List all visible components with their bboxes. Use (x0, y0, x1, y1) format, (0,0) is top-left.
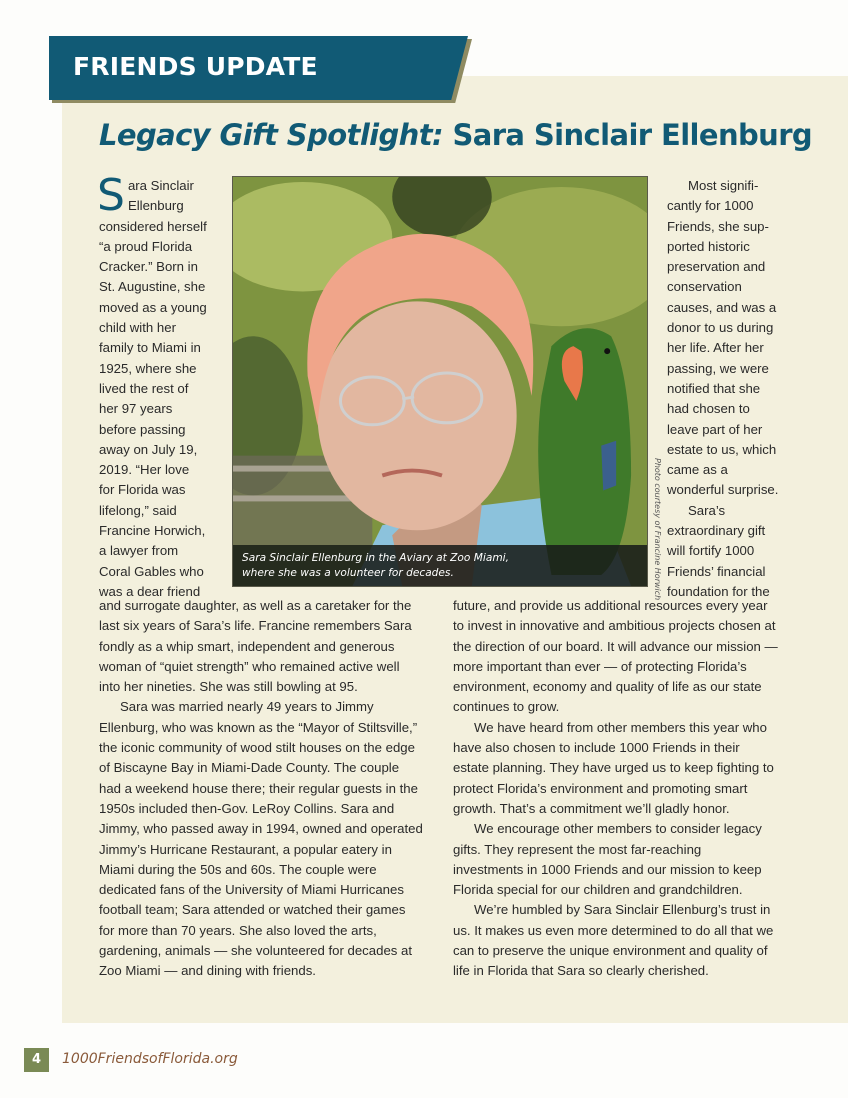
text-line: can to preserve the unique environment and quality of (453, 943, 768, 959)
photo-credit: Photo courtesy of Francine Horwich (653, 458, 662, 601)
glasses-bridge (402, 397, 414, 399)
text-line: Sara’s (688, 502, 726, 518)
text-line: Miami during the 50s and 60s. The couple were (99, 861, 377, 877)
parrot-body (538, 328, 631, 575)
text-line: 1925, where she (99, 360, 197, 376)
text-line: continues to grow. (453, 699, 560, 715)
text-line: protect Florida’s environment and promoting smart (453, 780, 748, 796)
text-line: lived the rest of (99, 380, 189, 396)
text-line: passing, we were (667, 360, 769, 376)
text-line: life in Florida that Sara so clearly cherished. (453, 963, 709, 979)
text-line: her 97 years (99, 401, 173, 417)
text-line: environment, economy and quality of life as our state (453, 679, 762, 695)
text-line: leave part of her (667, 421, 763, 437)
text-line: notified that she (667, 380, 761, 396)
text-line: came as a (667, 462, 728, 478)
article-title (99, 118, 812, 152)
parrot-eye (604, 348, 610, 354)
article-column-right-bottom (453, 596, 788, 982)
text-line: 2019. “Her love (99, 462, 190, 478)
text-line: future, and provide us additional resources every year (453, 598, 768, 613)
text-line: Sara was married nearly 49 years to Jimmy (120, 699, 374, 715)
text-line: and surrogate daughter, as well as a caretaker for the (99, 598, 412, 613)
text-line: for more than 70 years. She also loved the arts, (99, 922, 377, 938)
text-line: before passing (99, 421, 186, 437)
text-line: cantly for 1000 (667, 198, 754, 214)
parrot-wing-blue (601, 441, 616, 491)
text-line: Most signifi- (688, 178, 759, 193)
text-line: donor to us during (667, 320, 774, 336)
left-narrow-lines (97, 170, 227, 602)
text-line: Coral Gables who (99, 563, 204, 579)
text-line: us. It makes us even more determined to do all that we (453, 922, 774, 938)
text-line: had a weekend house there; their regular guests in the (99, 780, 418, 796)
text-line: was a dear friend (99, 583, 201, 599)
text-line: Friends’ financial (667, 563, 766, 579)
title-name: Sara Sinclair Ellenburg (442, 118, 813, 152)
text-line: Jimmy, who passed away in 1994, owned and operated (99, 821, 423, 837)
text-line: We’re humbled by Sara Sinclair Ellenburg’s trust in (474, 902, 771, 918)
text-line: Jimmy’s Hurricane Restaurant, a popular eatery in (99, 841, 392, 857)
text-line: her life. After her (667, 340, 764, 356)
text-line: more important than ever — of protecting Florida’s (453, 658, 747, 674)
article-column-left-top (97, 170, 227, 602)
photo-illustration (233, 177, 647, 586)
text-line: St. Augustine, she (99, 279, 206, 295)
text-line: conservation (667, 279, 742, 295)
text-line: family to Miami in (99, 340, 201, 356)
text-line: had chosen to (667, 401, 750, 417)
text-line: have also chosen to include 1000 Friends in their (453, 740, 740, 756)
text-line: Francine Horwich, (99, 523, 206, 539)
text-line: into her nineties. She was still bowling at 95. (99, 679, 358, 695)
text-line: 1950s included then-Gov. LeRoy Collins. Sara and (99, 800, 395, 816)
text-line: dedicated fans of the University of Miami Hurricanes (99, 882, 404, 898)
photo-caption (242, 551, 509, 581)
text-line: woman of “quiet strength” who remained active well (99, 658, 400, 674)
text-line: “a proud Florida (99, 238, 193, 254)
website-link[interactable]: 1000FriendsofFlorida.org (62, 1051, 238, 1067)
text-line: preservation and (667, 259, 766, 275)
drop-cap: S (97, 170, 125, 221)
text-line: causes, and was a (667, 299, 777, 315)
text-line: for Florida was (99, 482, 186, 498)
text-line: growth. That’s a commitment we’ll gladly honor. (453, 800, 730, 816)
text-line: Friends, she sup- (667, 218, 769, 234)
text-line: We encourage other members to consider legacy (474, 821, 762, 837)
text-line: fondly as a whip smart, independent and generous (99, 638, 395, 654)
text-line: foundation for the (667, 583, 770, 599)
text-line: gardening, animals — she volunteered for decades at (99, 943, 413, 959)
article-column-left-bottom (99, 596, 429, 982)
text-line: football team; Sara attended or watched their games (99, 902, 406, 918)
text-line: considered herself (99, 218, 207, 234)
text-line: estate planning. They have urged us to keep fighting to (453, 760, 774, 776)
text-line: a lawyer from (99, 543, 179, 559)
text-line: gifts. They represent the most far-reaching (453, 841, 702, 857)
page-number-badge: 4 (24, 1048, 49, 1072)
text-line: ported historic (667, 238, 750, 254)
text-line: Ellenburg, who was known as the “Mayor of Stiltsville,” (99, 719, 418, 735)
text-line: the iconic community of wood stilt houses on the edge (99, 740, 415, 756)
text-line: away on July 19, (99, 441, 198, 457)
title-prefix: Legacy Gift Spotlight: (99, 118, 443, 152)
text-line: We have heard from other members this year who (474, 719, 767, 735)
section-banner-label: FRIENDS UPDATE (73, 52, 318, 81)
text-line: investments in 1000 Friends and our mission to keep (453, 861, 762, 877)
article-photo (232, 176, 648, 587)
text-line: Zoo Miami — and dining with friends. (99, 963, 316, 979)
text-line: lifelong,” said (99, 502, 177, 518)
text-line: last six years of Sara’s life. Francine remembers Sara (99, 618, 412, 634)
text-line: child with her (99, 320, 176, 336)
text-line: Cracker.” Born in (99, 259, 198, 275)
text-line: to invest in innovative and ambitious projects chosen at (453, 618, 776, 634)
text-line: estate to us, which (667, 441, 777, 457)
article-column-right-top (667, 176, 792, 602)
text-line: moved as a young (99, 299, 207, 315)
text-line: the direction of our board. It will advance our mission — (453, 638, 778, 654)
text-line: extraordinary gift (667, 523, 766, 539)
text-line: ara Sinclair (127, 178, 194, 193)
text-line: wonderful surprise. (667, 482, 779, 498)
text-line: will fortify 1000 (667, 543, 755, 559)
caption-line: where she was a volunteer for decades. (242, 567, 454, 579)
text-line: of Biscayne Bay in Miami-Dade County. The couple (99, 760, 400, 776)
text-line: Ellenburg (127, 198, 184, 214)
text-line: Florida special for our children and grandchildren. (453, 882, 743, 898)
caption-line: Sara Sinclair Ellenburg in the Aviary at Zoo Miami, (242, 552, 509, 564)
